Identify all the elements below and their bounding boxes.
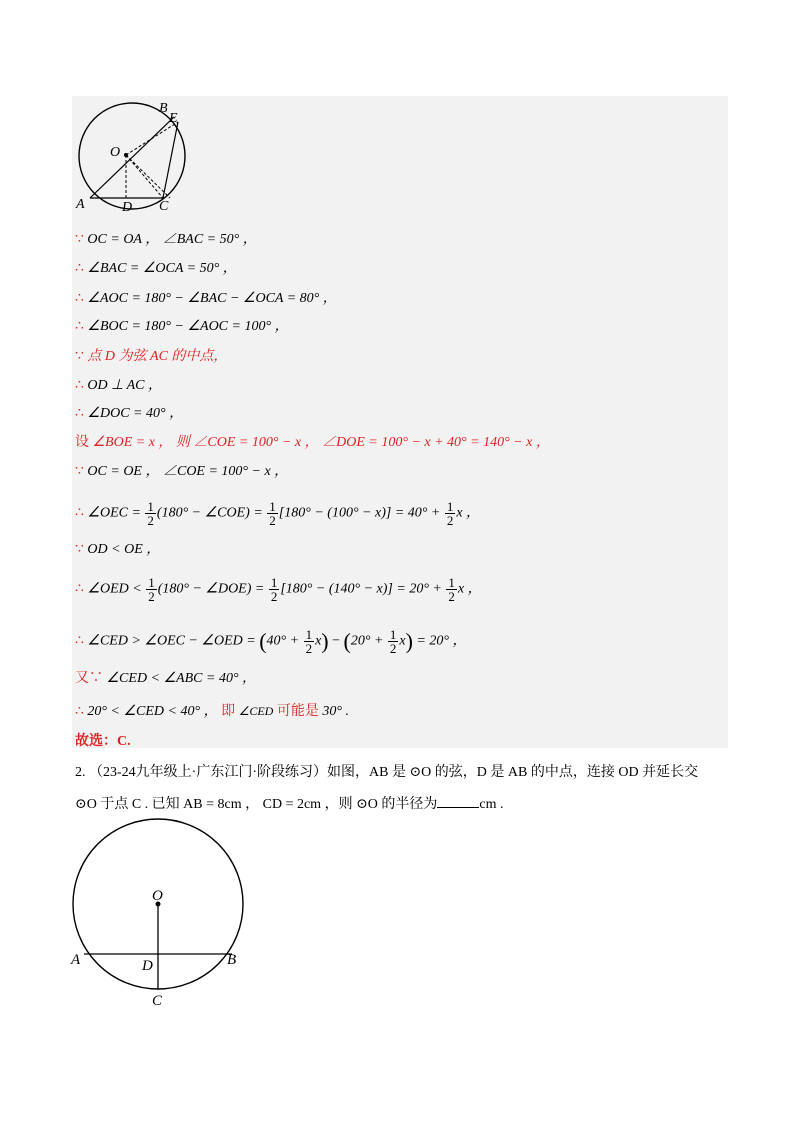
label-a-2: A xyxy=(71,952,81,968)
solution-line-12: ∴ ∠OED < $\frac{1}{2}$ (180° − ∠DOE) = $\frac{1}{2}$ [180° − (140° − x)] = 20° + $\frac{1}{2}$ x ， xyxy=(75,575,482,604)
answer-blank[interactable] xyxy=(437,795,479,808)
label-a: A xyxy=(76,197,85,212)
solution-line-2 xyxy=(75,260,237,278)
question-number: 2. xyxy=(75,765,86,780)
line-text: 点 D 为弦 AC 的中点， xyxy=(87,349,228,364)
label-e: E xyxy=(169,111,178,126)
line-prefix: ∴ xyxy=(75,261,84,276)
center-point xyxy=(124,153,128,157)
solution-line-13: ∴ ∠CED > ∠OEC − ∠OED = (40° + $\frac{1}{2}$ x) − (20° + $\frac{1}{2}$ x) = 20° ， xyxy=(75,627,467,656)
line-text: ∠AOC = 180° − ∠BAC − ∠OCA = 80° ， xyxy=(87,291,337,306)
label-c-2: C xyxy=(152,993,163,1009)
line-prefix: ∴ xyxy=(75,406,84,421)
label-c: C xyxy=(159,199,169,214)
answer-line: 故选：C. xyxy=(75,734,131,749)
solution-line-1 xyxy=(75,231,257,249)
line-prefix: 设 xyxy=(75,435,89,450)
question-source: （23-24九年级上·广东江门·阶段练习） xyxy=(89,765,327,780)
solution-line-3 xyxy=(75,290,337,308)
label-b-2: B xyxy=(227,952,237,968)
line-text: OD ⊥ AC ， xyxy=(87,378,162,393)
unit-label: cm . xyxy=(479,797,504,812)
segment-oe xyxy=(126,122,178,155)
figure-2 xyxy=(66,815,256,1015)
line-text: ∠BAC = ∠OCA = 50° ， xyxy=(87,261,237,276)
label-d: D xyxy=(122,200,133,214)
segment-ab xyxy=(90,117,174,198)
line-text: OC = OA ， ∠BAC = 50° ， xyxy=(87,232,257,247)
line-text: ∠DOC = 40° ， xyxy=(87,406,184,421)
solution-line-4 xyxy=(75,318,289,336)
solution-line-8 xyxy=(75,434,550,452)
line-prefix: ∵ xyxy=(75,232,84,247)
question-2-line-1 xyxy=(75,761,698,781)
line-text: OC = OE ， ∠COE = 100° − x ， xyxy=(87,464,289,479)
line-prefix: ∵ xyxy=(75,464,84,479)
line-prefix: ∴ xyxy=(75,378,84,393)
label-d-2: D xyxy=(142,958,153,974)
label-o: O xyxy=(110,145,121,160)
solution-line-10: ∴ ∠OEC = $\frac{1}{2}$ (180° − ∠COE) = $\frac{1}{2}$ [180° − (100° − x)] = 40° + $\frac{1}{2}$ x ， xyxy=(75,499,481,528)
solution-line-15: ∴ 20° < ∠CED < 40° ， 即 ∠CED 可能是 30° . xyxy=(75,704,349,719)
segment-dash-extra xyxy=(126,155,170,198)
solution-line-6 xyxy=(75,377,162,395)
solution-line-11: ∵ OD < OE ， xyxy=(75,542,161,557)
solution-line-14: 又∵ ∠CED < ∠ABC = 40° ， xyxy=(75,671,257,686)
figure-1 xyxy=(70,98,200,214)
segment-oc xyxy=(126,155,163,198)
label-b: B xyxy=(159,101,168,116)
solution-line-9 xyxy=(75,463,288,481)
question-text-1: 如图，AB 是 ⊙O 的弦，D 是 AB 的中点，连接 OD 并延长交 xyxy=(327,765,699,780)
label-o-2: O xyxy=(152,888,163,904)
line-prefix: ∴ xyxy=(75,319,84,334)
solution-line-5 xyxy=(75,348,227,366)
line-text: ∠BOC = 180° − ∠AOC = 100° ， xyxy=(87,319,289,334)
line-text: ∠BOE = x ， 则 ∠COE = 100° − x ， ∠DOE = 100° − x + 40° = 140° − x ， xyxy=(92,435,550,450)
line-prefix: ∴ xyxy=(75,291,84,306)
question-text-2: ⊙O 于点 C . 已知 AB = 8cm ， CD = 2cm ，则 ⊙O 的半径为 xyxy=(75,797,438,812)
question-2-line-2 xyxy=(75,793,504,813)
solution-line-7 xyxy=(75,405,183,423)
line-prefix: ∵ xyxy=(75,349,84,364)
